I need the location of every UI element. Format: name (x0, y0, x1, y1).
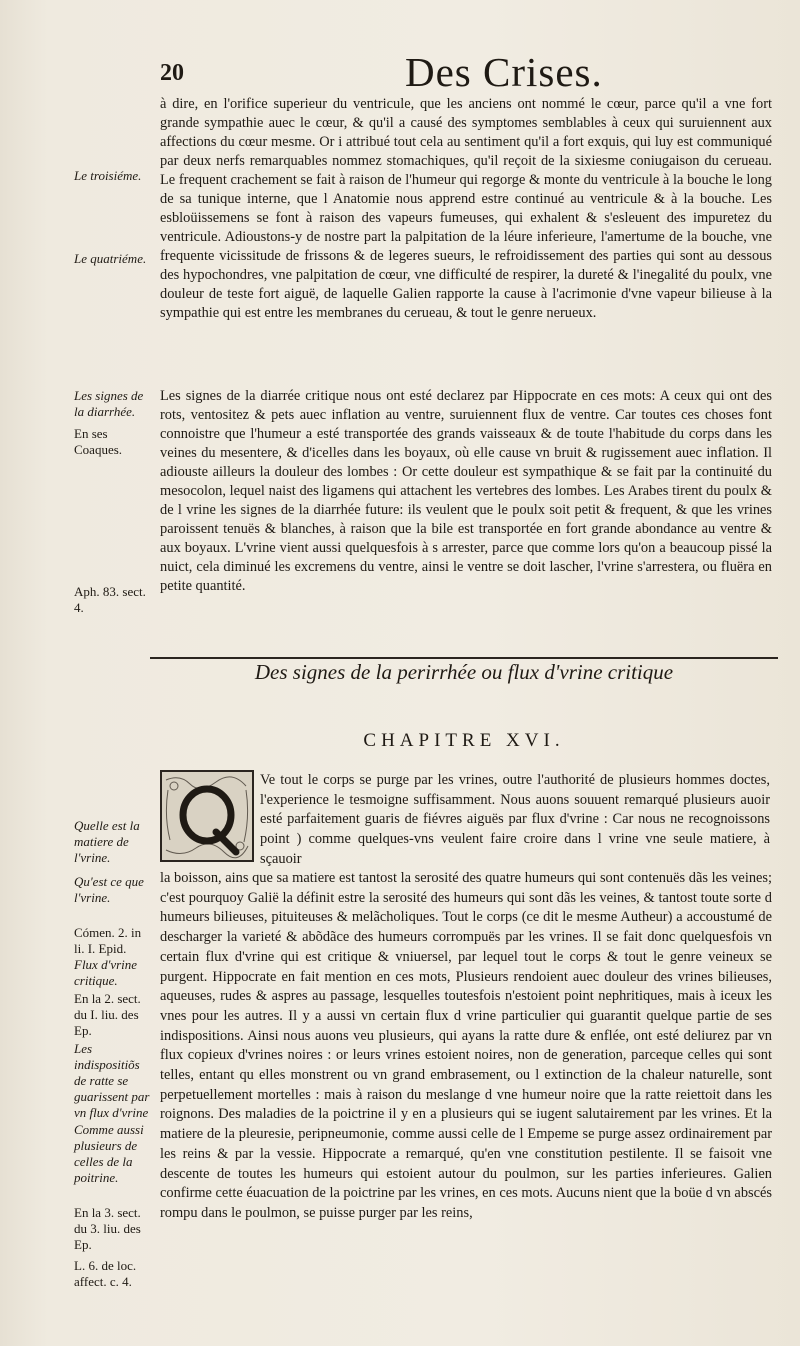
ornamental-initial-q-icon (160, 770, 254, 862)
page-header (0, 50, 800, 94)
body-paragraph-2: Les signes de la diarrée critique nous ont esté declarez par Hippocrate en ces mots: A ceux qui ont des rots, ventositez & pets auec inflation au ventre, suruiennent flux de ventre. Car toutes ces choses font connoistre que l'humeur a esté transportée des grands vaisseaux & de toute l'habitude du corps dans les veines du mesentere, & d'icelles dans les boyaux, où elle cause vn bruit & rugissement auec inflation. Il adiouste ailleurs la douleur des lombes : Or cette douleur est sympathique & se fait par la continuité du mesocolon, lequel naist des ligamens qui attachent les vertebres des lombes. Les Arabes tirent du poulx & de l vrine les signes de la diarrhée future: ils veulent que le poulx soit petit & frequent, & que les vrines paroissent tenuës & blanches, à raison que la bile est transportée en fort grande abondance au ventre & aux boyaux. L'vrine vient aussi quelquesfois à s arrester, parce que comme lors qu'on a beaucoup pissé la nuict, cela diminué les excremens du ventre, ainsi le ventre se doit lascher, l'vrine s'arrestera, ou fluëra en petite quantité. (160, 388, 772, 594)
margin-note-epidemies-3: En la 3. sect. du 3. liu. des Ep. (74, 1205, 141, 1252)
margin-note-locis-affectis: L. 6. de loc. affect. c. 4. (74, 1258, 137, 1289)
margin-note-signes-diarrhee: Les signes de la diarrhée. (74, 388, 144, 419)
chapter-paragraph-rest: la boisson, ains que sa matiere est tantost la serosité des quatre humeurs qui sont contenuës dãs les veines; c'est pourquoy Galië la définit estre la serosité des humeurs qui sont dãs les veines, & tantost toute sorte d humeurs bilieuses, pituiteuses & melãcholiques. Tout le corps (ce dit le mesme Autheur) a accoustumé de descharger la varieté & abõdãce des humeurs corrompuës par les vrines. Il se fait donc quelquesfois vn certain flux d'vrine qui est critique & vniuersel, par lequel tout le corps & tout le genre veineux se purgent. Hippocrate en fait mention en ces mots, Plusieurs rendoient auec douleur des vrines bilieuses, aqueuses, rudes & aspres au passage, lesquelles toutesfois n'estoient point nephritiques, mais à iceux les vnes pour les autres. Il y a aussi vn certain flux d vrine particulier qui guarantit quelque partie de ses indispositions. Ainsi nous auons veu plusieurs, qui ayans la ratte dure & enflée, ont esté deliurez par vn flux copieux d'vrines noires : or leurs vrines estoient noires, non de generation, parceque celles qui sont telles, entant qu elles monstrent ou vn grand embrasement, ou l extinction de la chaleur naturelle, sont perpetuellement mortelles : mais à raison du meslange d vne humeur noire que la ratte reiettoit dans les roignons. Des maladies de la poictrine il y en a plusieurs qui se iugent salutairement par les vrines. Et la matiere de la pleuresie, peripneumonie, comme aussi celle de l Empeme se purge assez ordinairement par les reins & par la vessie. Hippocrate a remarqué, qu'en vne constitution pestilente. Il se faisoit vne descente de toutes les humeurs qui estoient autour du poulmon, sur les parties inferieures. Galien confirme cette éuacuation de la poictrine par les vrines, en ces mots. Aucuns nient que la boüe d vn abscés rompu dans le poulmon, se puisse purger par les reins, (160, 870, 772, 1221)
margin-note-troisieme: Le troisiéme. (74, 168, 142, 183)
margin-note-matiere-vrine: Quelle est la matiere de l'vrine. (74, 818, 140, 865)
chapter-heading: CHAPITRE XVI. (363, 730, 565, 751)
margin-note-flux-critique: Flux d'vrine critique. (74, 957, 138, 988)
margin-note-epidemies-1: En la 2. sect. du I. liu. des Ep. (74, 991, 141, 1038)
margin-note-coaques: En ses Coaques. (74, 426, 123, 457)
margin-note-quest-vrine: Qu'est ce que l'vrine. (74, 874, 144, 905)
section-title: Des signes de la perirrhée ou flux d'vrine critique (254, 660, 674, 684)
chapter-paragraph-opening: Ve tout le corps se purge par les vrines, outre l'authorité de plusieurs hommes doctes, l'experience le tesmoigne suffisamment. Nous auons souuent remarqué plusieurs auoir esté parfaitement guaris de fiévres aiguës par flux d'vrine : Car nous ne recognoissons point ) comme quelques-vns veulent faire croire dans l vrine vne seule matiere, à sçauoir (260, 772, 770, 867)
page-number: 20 (160, 60, 184, 86)
margin-note-comment: Cómen. 2. in li. I. Epid. (74, 925, 142, 956)
body-paragraph-1: à dire, en l'orifice superieur du ventricule, que les anciens ont nommé le cœur, parce qu'il a vne fort grande sympathie auec le cœur, & qu'il a causé des symptomes semblables à ceux qui suruiennent aux affections du cœur mesme. Or i attribué tout cela au sentiment qu'il a fort exquis, qui luy est communiqué par deux nerfs remarquables nommez stomachiques, qu'il reçoit de la sixiesme coniugaison du cerueau. Le frequent crachement se fait à raison de l'humeur qui regorge & monte du ventricule à la bouche le long de sa tunique interne, que l Anatomie nous apprend estre continué au ventricule & à la bouche. Les esbloüissemens se font à raison des vapeurs fumeuses, qui exhalent & s'esleuent des impuretez du ventricule. Adioustons-y de nostre part la palpitation de la léure inferieure, l'amertume de la bouche, vne frequente vicissitude de frissons & de legeres sueurs, le refroidissement des parties qui sont au dessous des hypochondres, vne palpitation de cœur, vne difficulté de respirer, la dureté & l'inegalité du poulx, vne douleur de teste fort aiguë, de laquelle Galien rapporte la cause à l'acrimonie d'vne vapeur bilieuse à la sympathie qui est entre les membranes du cerueau, & tout le genre nerueux. (160, 96, 772, 321)
margin-note-poitrine: Comme aussi plusieurs de celles de la poitrine. (74, 1122, 144, 1185)
margin-note-aphorisme: Aph. 83. sect. 4. (74, 584, 146, 615)
margin-note-ratte: Les indispositiõs de ratte se guarissent par vn flux d'vrine (74, 1041, 150, 1120)
section-rule (150, 657, 778, 659)
margin-note-quatrieme: Le quatriéme. (74, 251, 147, 266)
running-title: Des Crises. (405, 49, 603, 95)
